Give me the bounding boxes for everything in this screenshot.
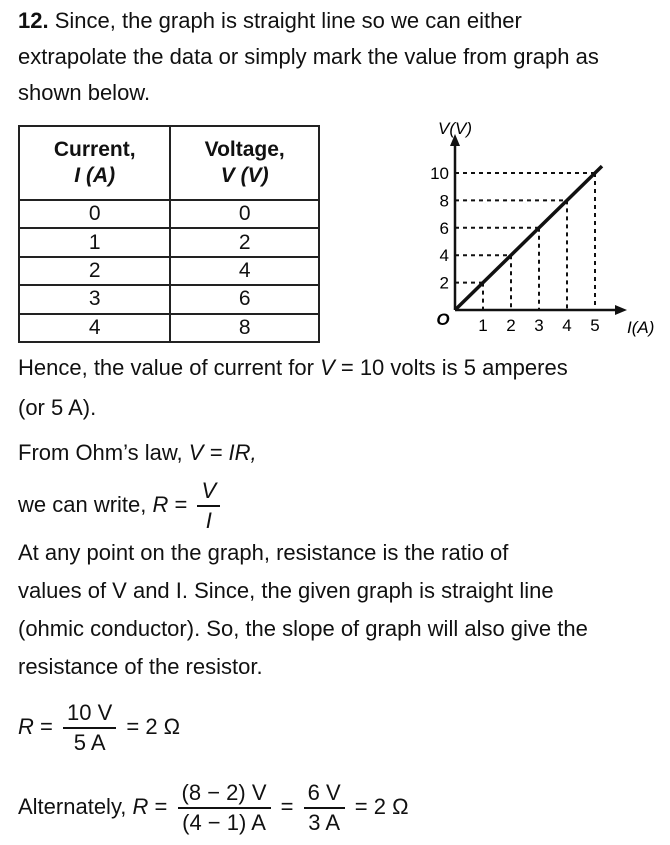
resistance-calc-1: R = $\frac{10 V}{5 A}$ = 2 Ω — [18, 700, 181, 755]
hence-line2: (or 5 A). — [18, 395, 97, 420]
table-header-row — [19, 126, 319, 200]
y-tick-label: 6 — [439, 218, 449, 238]
x-tick-label: 4 — [562, 316, 572, 335]
origin-label: O — [436, 310, 450, 329]
table-row — [19, 257, 319, 285]
hence-line1: Hence, the value of current for V = 10 volts is 5 amperes — [18, 355, 568, 380]
x-tick-label: 3 — [534, 316, 544, 335]
problem-intro-line3: shown below. — [18, 80, 151, 105]
y-axis-label: V(V) — [438, 119, 472, 138]
fraction-v-over-i: $\frac{V}{I}$ — [197, 478, 220, 534]
x-tick-label: 5 — [590, 316, 600, 335]
voltage-current-graph — [415, 118, 660, 348]
cell-voltage: 2 — [170, 228, 319, 256]
header-voltage-symbol: V (V) — [220, 164, 269, 187]
table-row — [19, 314, 319, 342]
paragraph-line1: At any point on the graph, resistance is the ratio of — [18, 540, 509, 565]
cell-voltage: 6 — [170, 285, 319, 313]
graph-axes — [436, 119, 654, 337]
problem-number: 12. — [18, 8, 49, 33]
x-tick-label: 2 — [506, 316, 516, 335]
series-line — [455, 166, 602, 310]
fraction-slope-1: $\frac{(8 - 2) V}{(4 - 1) A}$ — [178, 780, 271, 836]
cell-voltage: 8 — [170, 314, 319, 342]
current-voltage-table — [18, 125, 320, 343]
y-tick-label: 10 — [430, 164, 449, 183]
cell-current: 1 — [19, 228, 170, 256]
cell-current: 3 — [19, 285, 170, 313]
fraction-slope-2: $\frac{6 V}{3 A}$ — [304, 780, 345, 836]
table-row — [19, 228, 319, 256]
cell-voltage: 0 — [170, 200, 319, 228]
y-tick-label: 2 — [439, 273, 449, 293]
paragraph-line4: resistance of the resistor. — [18, 654, 263, 679]
y-tick-label: 8 — [439, 191, 449, 211]
header-current: Current, I (A) — [19, 126, 170, 200]
cell-current: 2 — [19, 257, 170, 285]
header-current-symbol: I (A) — [74, 164, 116, 187]
y-tick-label: 4 — [439, 246, 449, 266]
ohms-law-line: From Ohm’s law, V = IR, — [18, 440, 257, 465]
intro-text-1: Since, the graph is straight line so we can either — [54, 8, 522, 33]
cell-voltage: 4 — [170, 257, 319, 285]
table-row — [19, 200, 319, 228]
cell-current: 0 — [19, 200, 170, 228]
problem-intro-line1 — [18, 8, 522, 34]
x-tick-label: 1 — [478, 316, 488, 335]
header-voltage: Voltage, V (V) — [170, 126, 319, 200]
cell-current: 4 — [19, 314, 170, 342]
ohms-law-formula: V = IR, — [188, 440, 257, 465]
fraction-10v-over-5a: $\frac{10 V}{5 A}$ — [63, 700, 116, 756]
resistance-definition: we can write, R = $\frac{V}{I}$ — [18, 478, 224, 534]
paragraph-line3: (ohmic conductor). So, the slope of graph will also give the — [18, 616, 588, 641]
problem-intro-line2: extrapolate the data or simply mark the value from graph as — [18, 44, 599, 69]
paragraph-line2: values of V and I. Since, the given graph is straight line — [18, 578, 554, 603]
x-axis-arrow — [615, 305, 627, 315]
resistance-calc-2: Alternately, R = $\frac{(8 - 2) V}{(4 - 1) A}$ = $\frac{6 V}{3 A}$ = 2 Ω — [18, 780, 409, 835]
table-row — [19, 285, 319, 313]
x-axis-label: I(A) — [627, 318, 655, 337]
